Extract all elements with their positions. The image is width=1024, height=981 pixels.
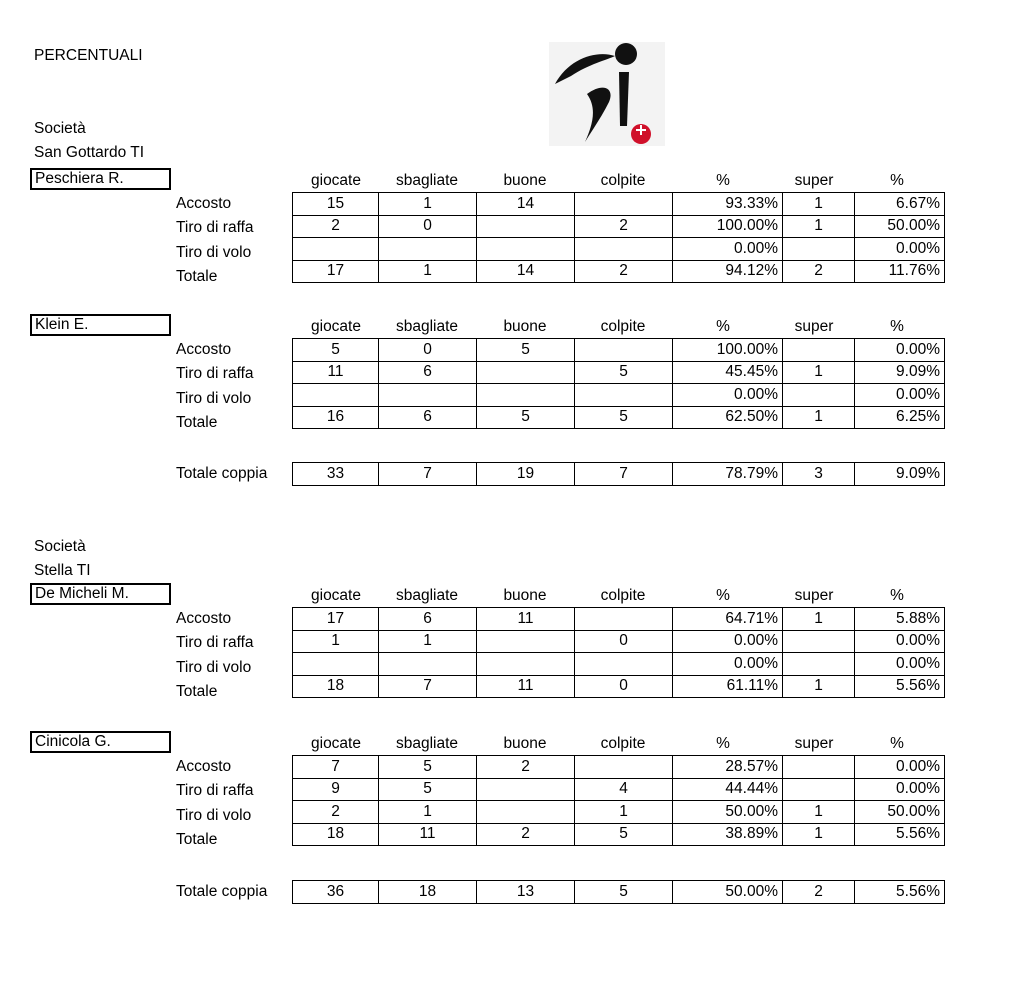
table-cell — [783, 238, 855, 261]
table-cell: 50.00% — [855, 801, 945, 824]
table-cell: 2 — [293, 215, 379, 238]
table-cell: 1 — [783, 608, 855, 631]
player-stats-table — [292, 607, 945, 698]
table-row — [293, 823, 945, 846]
table-cell: 1 — [783, 215, 855, 238]
column-header: colpite — [600, 587, 646, 604]
table-cell: 1 — [783, 801, 855, 824]
accosto-row-label: Accosto — [176, 758, 232, 775]
table-cell — [477, 215, 575, 238]
table-cell: 18 — [293, 675, 379, 698]
table-cell: 5 — [293, 339, 379, 362]
table-cell: 7 — [379, 463, 477, 486]
table-cell: 0.00% — [855, 339, 945, 362]
column-header: % — [716, 587, 730, 604]
player-stats-table — [292, 755, 945, 846]
table-cell: 18 — [379, 881, 477, 904]
column-header: super — [794, 318, 834, 335]
column-header: % — [890, 318, 904, 335]
table-cell — [477, 801, 575, 824]
column-header: sbagliate — [395, 172, 459, 189]
table-cell: 0.00% — [673, 384, 783, 407]
table-row — [293, 361, 945, 384]
column-header: % — [890, 587, 904, 604]
table-cell: 5 — [379, 756, 477, 779]
column-header: % — [890, 735, 904, 752]
column-header: sbagliate — [395, 587, 459, 604]
table-cell: 14 — [477, 193, 575, 216]
player-name-box: Klein E. — [30, 314, 171, 336]
table-cell: 1 — [783, 675, 855, 698]
table-cell: 1 — [379, 801, 477, 824]
table-row — [293, 339, 945, 362]
table-cell — [379, 384, 477, 407]
column-header: giocate — [311, 318, 361, 335]
table-cell — [783, 384, 855, 407]
table-cell: 17 — [293, 260, 379, 283]
table-row — [293, 384, 945, 407]
table-cell: 19 — [477, 463, 575, 486]
table-cell: 0.00% — [673, 630, 783, 653]
table-cell: 5.56% — [855, 823, 945, 846]
table-cell — [477, 361, 575, 384]
table-cell: 93.33% — [673, 193, 783, 216]
table-cell: 6 — [379, 406, 477, 429]
table-cell — [575, 608, 673, 631]
table-row — [293, 215, 945, 238]
table-cell — [477, 630, 575, 653]
column-header: colpite — [600, 735, 646, 752]
accosto-row-label: Accosto — [176, 195, 232, 212]
table-cell: 4 — [575, 778, 673, 801]
table-cell: 6.25% — [855, 406, 945, 429]
table-cell: 0.00% — [855, 653, 945, 676]
table-cell: 45.45% — [673, 361, 783, 384]
table-cell: 50.00% — [855, 215, 945, 238]
team-label: Società — [34, 120, 86, 137]
column-header: buone — [503, 735, 547, 752]
table-cell — [293, 653, 379, 676]
table-row — [293, 801, 945, 824]
column-header: % — [716, 172, 730, 189]
column-header: % — [716, 735, 730, 752]
table-cell: 2 — [575, 260, 673, 283]
team-name: San Gottardo TI — [34, 144, 144, 161]
player-stats-table — [292, 338, 945, 429]
couple-total-label: Totale coppia — [176, 883, 268, 900]
table-cell: 1 — [379, 630, 477, 653]
table-cell: 0 — [379, 215, 477, 238]
table-cell — [575, 193, 673, 216]
column-header: super — [794, 172, 834, 189]
table-row — [293, 778, 945, 801]
table-cell: 61.11% — [673, 675, 783, 698]
table-cell: 0.00% — [673, 238, 783, 261]
totale-row-label: Totale — [176, 831, 218, 849]
player-name-box: Peschiera R. — [30, 168, 171, 190]
table-cell: 9.09% — [855, 463, 945, 486]
table-cell: 1 — [379, 193, 477, 216]
table-cell: 1 — [783, 193, 855, 216]
table-cell — [477, 384, 575, 407]
player-stats-table — [292, 192, 945, 283]
table-cell: 15 — [293, 193, 379, 216]
table-cell: 0 — [575, 675, 673, 698]
totale-row-label: Totale — [176, 268, 218, 286]
column-header: giocate — [311, 172, 361, 189]
table-row — [293, 260, 945, 283]
tiro-di-volo-row-label: Tiro di volo — [176, 243, 252, 261]
table-cell: 62.50% — [673, 406, 783, 429]
table-cell — [783, 778, 855, 801]
table-cell: 1 — [783, 823, 855, 846]
team-label: Società — [34, 538, 86, 555]
tiro-di-raffa-row-label: Tiro di raffa — [176, 634, 254, 652]
table-cell: 50.00% — [673, 801, 783, 824]
couple-total-label: Totale coppia — [176, 465, 268, 482]
table-cell — [783, 339, 855, 362]
table-cell: 0.00% — [673, 653, 783, 676]
player-name-box: De Micheli M. — [30, 583, 171, 605]
table-cell: 1 — [783, 361, 855, 384]
table-cell: 6 — [379, 608, 477, 631]
table-cell: 5 — [477, 406, 575, 429]
table-cell: 2 — [783, 881, 855, 904]
tiro-di-volo-row-label: Tiro di volo — [176, 658, 252, 676]
table-cell — [477, 653, 575, 676]
table-cell: 36 — [293, 881, 379, 904]
table-cell: 0.00% — [855, 778, 945, 801]
table-cell: 2 — [783, 260, 855, 283]
table-cell: 7 — [379, 675, 477, 698]
table-row — [293, 630, 945, 653]
table-cell: 14 — [477, 260, 575, 283]
table-cell: 0.00% — [855, 630, 945, 653]
column-header: colpite — [600, 172, 646, 189]
column-header: colpite — [600, 318, 646, 335]
table-cell: 0.00% — [855, 384, 945, 407]
table-cell: 6 — [379, 361, 477, 384]
table-cell: 7 — [293, 756, 379, 779]
table-cell: 100.00% — [673, 339, 783, 362]
table-cell — [293, 384, 379, 407]
table-cell: 33 — [293, 463, 379, 486]
table-cell: 2 — [293, 801, 379, 824]
table-cell: 9.09% — [855, 361, 945, 384]
column-header: super — [794, 735, 834, 752]
column-header: giocate — [311, 587, 361, 604]
accosto-row-label: Accosto — [176, 341, 232, 358]
column-header: % — [890, 172, 904, 189]
table-cell — [783, 653, 855, 676]
totale-row-label: Totale — [176, 414, 218, 432]
table-cell: 28.57% — [673, 756, 783, 779]
table-cell: 9 — [293, 778, 379, 801]
table-cell — [575, 339, 673, 362]
table-row — [293, 193, 945, 216]
column-header: buone — [503, 318, 547, 335]
table-cell: 5.88% — [855, 608, 945, 631]
table-cell: 5 — [379, 778, 477, 801]
table-cell: 18 — [293, 823, 379, 846]
table-cell: 13 — [477, 881, 575, 904]
table-row — [293, 406, 945, 429]
table-row — [293, 881, 945, 904]
table-cell: 6.67% — [855, 193, 945, 216]
table-cell: 38.89% — [673, 823, 783, 846]
table-cell — [575, 653, 673, 676]
table-cell: 44.44% — [673, 778, 783, 801]
tiro-di-volo-row-label: Tiro di volo — [176, 806, 252, 824]
player-name-box: Cinicola G. — [30, 731, 171, 753]
table-cell: 3 — [783, 463, 855, 486]
column-header: super — [794, 587, 834, 604]
table-cell: 5.56% — [855, 675, 945, 698]
table-cell: 11 — [477, 608, 575, 631]
accosto-row-label: Accosto — [176, 610, 232, 627]
table-cell: 2 — [477, 756, 575, 779]
totale-row-label: Totale — [176, 683, 218, 701]
table-cell — [575, 238, 673, 261]
table-cell: 11.76% — [855, 260, 945, 283]
column-header: giocate — [311, 735, 361, 752]
table-cell — [783, 630, 855, 653]
tiro-di-raffa-row-label: Tiro di raffa — [176, 365, 254, 383]
table-cell: 5 — [575, 361, 673, 384]
table-cell: 100.00% — [673, 215, 783, 238]
table-cell — [477, 778, 575, 801]
column-header: buone — [503, 587, 547, 604]
tiro-di-raffa-row-label: Tiro di raffa — [176, 219, 254, 237]
table-cell — [293, 238, 379, 261]
table-cell: 5 — [575, 881, 673, 904]
table-row — [293, 756, 945, 779]
tiro-di-volo-row-label: Tiro di volo — [176, 389, 252, 407]
table-cell: 94.12% — [673, 260, 783, 283]
table-cell: 2 — [477, 823, 575, 846]
couple-total-table — [292, 880, 945, 904]
tiro-di-raffa-row-label: Tiro di raffa — [176, 782, 254, 800]
table-cell — [477, 238, 575, 261]
column-header: % — [716, 318, 730, 335]
column-header: sbagliate — [395, 318, 459, 335]
table-cell: 1 — [293, 630, 379, 653]
column-header: buone — [503, 172, 547, 189]
table-cell — [575, 384, 673, 407]
table-cell: 5 — [575, 406, 673, 429]
table-cell: 0.00% — [855, 756, 945, 779]
table-cell: 0.00% — [855, 238, 945, 261]
table-cell: 0 — [575, 630, 673, 653]
table-cell: 0 — [379, 339, 477, 362]
table-cell: 5.56% — [855, 881, 945, 904]
table-cell — [379, 653, 477, 676]
table-cell: 50.00% — [673, 881, 783, 904]
table-cell: 64.71% — [673, 608, 783, 631]
table-cell — [575, 756, 673, 779]
table-cell: 11 — [293, 361, 379, 384]
table-cell: 11 — [379, 823, 477, 846]
table-cell: 5 — [575, 823, 673, 846]
table-cell: 2 — [575, 215, 673, 238]
table-cell: 11 — [477, 675, 575, 698]
table-cell: 1 — [575, 801, 673, 824]
table-row — [293, 463, 945, 486]
table-cell: 7 — [575, 463, 673, 486]
table-row — [293, 653, 945, 676]
bocce-player-logo-icon — [549, 42, 665, 146]
column-header: sbagliate — [395, 735, 459, 752]
table-cell — [783, 756, 855, 779]
table-cell: 78.79% — [673, 463, 783, 486]
table-row — [293, 675, 945, 698]
table-cell: 17 — [293, 608, 379, 631]
table-row — [293, 238, 945, 261]
couple-total-table — [292, 462, 945, 486]
table-cell: 1 — [379, 260, 477, 283]
page-title: PERCENTUALI — [34, 47, 143, 64]
team-name: Stella TI — [34, 562, 91, 579]
table-cell: 5 — [477, 339, 575, 362]
table-cell — [379, 238, 477, 261]
table-row — [293, 608, 945, 631]
table-cell: 16 — [293, 406, 379, 429]
table-cell: 1 — [783, 406, 855, 429]
